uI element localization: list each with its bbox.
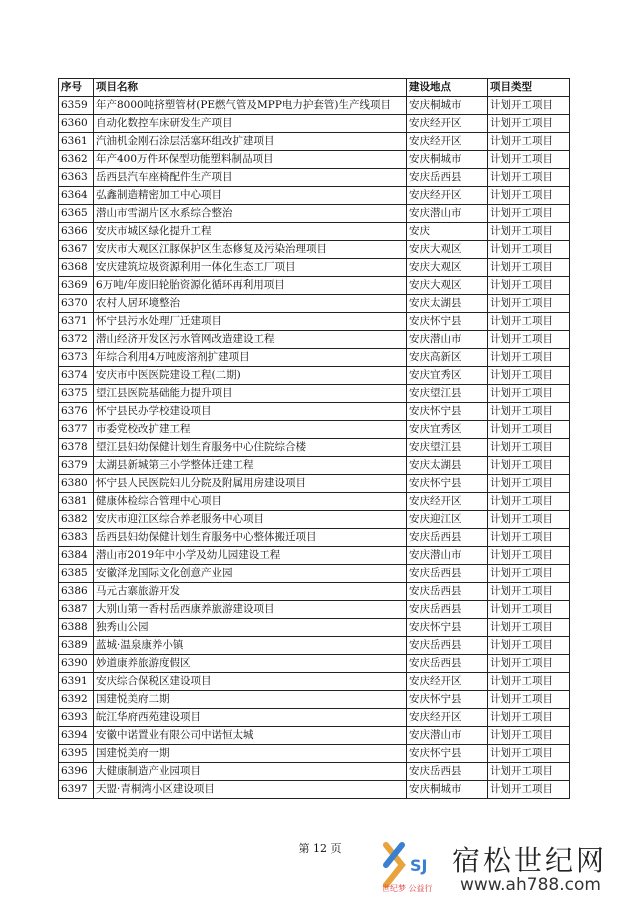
cell-index: 6387 bbox=[59, 601, 94, 619]
table-row bbox=[59, 205, 570, 223]
cell-index: 6370 bbox=[59, 295, 94, 313]
cell-location: 安庆潜山市 bbox=[407, 547, 488, 565]
cell-project-type: 计划开工项目 bbox=[488, 547, 570, 565]
cell-project-type: 计划开工项目 bbox=[488, 295, 570, 313]
cell-project-name: 年产400万件环保型功能塑料制品项目 bbox=[94, 151, 407, 169]
table-row bbox=[59, 151, 570, 169]
header-project-name: 项目名称 bbox=[94, 79, 407, 97]
cell-index: 6361 bbox=[59, 133, 94, 151]
cell-location: 安庆大观区 bbox=[407, 241, 488, 259]
table-row bbox=[59, 367, 570, 385]
cell-location: 安庆怀宁县 bbox=[407, 745, 488, 763]
cell-project-name: 太湖县新城第三小学整体迁建工程 bbox=[94, 457, 407, 475]
table-row bbox=[59, 439, 570, 457]
cell-project-type: 计划开工项目 bbox=[488, 133, 570, 151]
table-row bbox=[59, 637, 570, 655]
cell-project-name: 国建悦美府一期 bbox=[94, 745, 407, 763]
cell-location: 安庆高新区 bbox=[407, 349, 488, 367]
cell-location: 安庆望江县 bbox=[407, 385, 488, 403]
table-row bbox=[59, 493, 570, 511]
cell-project-type: 计划开工项目 bbox=[488, 385, 570, 403]
cell-project-type: 计划开工项目 bbox=[488, 187, 570, 205]
table-row bbox=[59, 133, 570, 151]
cell-index: 6378 bbox=[59, 439, 94, 457]
table-row bbox=[59, 115, 570, 133]
cell-location: 安庆岳西县 bbox=[407, 169, 488, 187]
table-row bbox=[59, 277, 570, 295]
cell-project-name: 大健康制造产业园项目 bbox=[94, 763, 407, 781]
cell-project-type: 计划开工项目 bbox=[488, 637, 570, 655]
cell-project-name: 皖江华府西苑建设项目 bbox=[94, 709, 407, 727]
cell-index: 6382 bbox=[59, 511, 94, 529]
logo-text: SJ bbox=[410, 856, 428, 875]
cell-project-type: 计划开工项目 bbox=[488, 763, 570, 781]
cell-project-type: 计划开工项目 bbox=[488, 421, 570, 439]
cell-index: 6379 bbox=[59, 457, 94, 475]
table-row bbox=[59, 97, 570, 115]
cell-location: 安庆怀宁县 bbox=[407, 691, 488, 709]
cell-project-name: 怀宁县人民医院妇儿分院及附属用房建设项目 bbox=[94, 475, 407, 493]
cell-location: 安庆宜秀区 bbox=[407, 421, 488, 439]
watermark-title: 宿松世纪网 bbox=[452, 844, 608, 877]
cell-project-name: 汽油机金刚石涂层活塞环组改扩建项目 bbox=[94, 133, 407, 151]
cell-project-type: 计划开工项目 bbox=[488, 493, 570, 511]
table-body bbox=[59, 97, 570, 799]
header-index: 序号 bbox=[59, 79, 94, 97]
table-row bbox=[59, 619, 570, 637]
cell-location: 安庆潜山市 bbox=[407, 205, 488, 223]
cell-project-type: 计划开工项目 bbox=[488, 349, 570, 367]
cell-location: 安庆桐城市 bbox=[407, 781, 488, 799]
cell-index: 6371 bbox=[59, 313, 94, 331]
table-row bbox=[59, 421, 570, 439]
cell-index: 6386 bbox=[59, 583, 94, 601]
cell-project-type: 计划开工项目 bbox=[488, 655, 570, 673]
cell-index: 6391 bbox=[59, 673, 94, 691]
cell-index: 6380 bbox=[59, 475, 94, 493]
cell-project-type: 计划开工项目 bbox=[488, 367, 570, 385]
cell-location: 安庆岳西县 bbox=[407, 583, 488, 601]
watermark-slogan: 世纪梦 公益行 bbox=[382, 884, 433, 893]
cell-location: 安庆太湖县 bbox=[407, 457, 488, 475]
cell-project-type: 计划开工项目 bbox=[488, 529, 570, 547]
cell-project-name: 安徽泽龙国际文化创意产业园 bbox=[94, 565, 407, 583]
cell-project-name: 年产8000吨挤塑管材(PE燃气管及MPP电力护套管)生产线项目 bbox=[94, 97, 407, 115]
cell-index: 6385 bbox=[59, 565, 94, 583]
cell-project-name: 望江县妇幼保健计划生育服务中心住院综合楼 bbox=[94, 439, 407, 457]
table-row bbox=[59, 169, 570, 187]
cell-project-name: 弘鑫制造精密加工中心项目 bbox=[94, 187, 407, 205]
cell-index: 6394 bbox=[59, 727, 94, 745]
project-table bbox=[58, 78, 570, 799]
table-row bbox=[59, 601, 570, 619]
cell-project-name: 蓝城·温泉康养小镇 bbox=[94, 637, 407, 655]
table-row bbox=[59, 727, 570, 745]
cell-index: 6366 bbox=[59, 223, 94, 241]
table-row bbox=[59, 781, 570, 799]
cell-index: 6360 bbox=[59, 115, 94, 133]
cell-index: 6397 bbox=[59, 781, 94, 799]
cell-project-type: 计划开工项目 bbox=[488, 511, 570, 529]
cell-index: 6372 bbox=[59, 331, 94, 349]
table-row bbox=[59, 655, 570, 673]
cell-project-name: 怀宁县污水处理厂迁建项目 bbox=[94, 313, 407, 331]
cell-location: 安庆岳西县 bbox=[407, 763, 488, 781]
cell-project-name: 独秀山公园 bbox=[94, 619, 407, 637]
cell-location: 安庆望江县 bbox=[407, 439, 488, 457]
cell-project-type: 计划开工项目 bbox=[488, 439, 570, 457]
cell-project-type: 计划开工项目 bbox=[488, 745, 570, 763]
cell-project-name: 安庆市城区绿化提升工程 bbox=[94, 223, 407, 241]
table-row bbox=[59, 241, 570, 259]
watermark bbox=[380, 837, 630, 897]
cell-project-type: 计划开工项目 bbox=[488, 619, 570, 637]
cell-location: 安庆潜山市 bbox=[407, 331, 488, 349]
cell-project-name: 自动化数控车床研发生产项目 bbox=[94, 115, 407, 133]
cell-project-type: 计划开工项目 bbox=[488, 709, 570, 727]
cell-project-name: 安庆综合保税区建设项目 bbox=[94, 673, 407, 691]
cell-location: 安庆岳西县 bbox=[407, 637, 488, 655]
table-row bbox=[59, 457, 570, 475]
cell-location: 安庆岳西县 bbox=[407, 565, 488, 583]
cell-project-name: 农村人居环境整治 bbox=[94, 295, 407, 313]
cell-project-name: 妙道康养旅游度假区 bbox=[94, 655, 407, 673]
project-table-container bbox=[58, 78, 569, 799]
cell-location: 安庆经开区 bbox=[407, 115, 488, 133]
cell-location: 安庆岳西县 bbox=[407, 529, 488, 547]
cell-project-type: 计划开工项目 bbox=[488, 331, 570, 349]
cell-location: 安庆大观区 bbox=[407, 259, 488, 277]
cell-project-type: 计划开工项目 bbox=[488, 403, 570, 421]
cell-location: 安庆经开区 bbox=[407, 133, 488, 151]
table-row bbox=[59, 565, 570, 583]
cell-location: 安庆潜山市 bbox=[407, 727, 488, 745]
cell-index: 6388 bbox=[59, 619, 94, 637]
cell-index: 6395 bbox=[59, 745, 94, 763]
cell-project-type: 计划开工项目 bbox=[488, 475, 570, 493]
cell-index: 6381 bbox=[59, 493, 94, 511]
cell-project-name: 安庆市中医医院建设工程(二期) bbox=[94, 367, 407, 385]
cell-project-name: 天盟·青桐湾小区建设项目 bbox=[94, 781, 407, 799]
table-row bbox=[59, 673, 570, 691]
cell-project-type: 计划开工项目 bbox=[488, 457, 570, 475]
cell-project-name: 潜山市雪湖片区水系综合整治 bbox=[94, 205, 407, 223]
cell-project-type: 计划开工项目 bbox=[488, 259, 570, 277]
cell-location: 安庆桐城市 bbox=[407, 151, 488, 169]
cell-project-type: 计划开工项目 bbox=[488, 313, 570, 331]
cell-location: 安庆经开区 bbox=[407, 673, 488, 691]
cell-project-type: 计划开工项目 bbox=[488, 97, 570, 115]
watermark-url: www.ah788.com bbox=[460, 875, 601, 895]
cell-index: 6392 bbox=[59, 691, 94, 709]
cell-index: 6369 bbox=[59, 277, 94, 295]
cell-project-name: 安徽中诺置业有限公司中诺恒太城 bbox=[94, 727, 407, 745]
cell-project-type: 计划开工项目 bbox=[488, 151, 570, 169]
cell-project-type: 计划开工项目 bbox=[488, 601, 570, 619]
table-row bbox=[59, 691, 570, 709]
cell-project-type: 计划开工项目 bbox=[488, 241, 570, 259]
cell-location: 安庆大观区 bbox=[407, 277, 488, 295]
cell-project-name: 市委党校改扩建工程 bbox=[94, 421, 407, 439]
cell-index: 6390 bbox=[59, 655, 94, 673]
cell-index: 6393 bbox=[59, 709, 94, 727]
page-number: 第 12 页 bbox=[298, 842, 342, 855]
cell-index: 6363 bbox=[59, 169, 94, 187]
table-row bbox=[59, 475, 570, 493]
cell-project-type: 计划开工项目 bbox=[488, 565, 570, 583]
cell-index: 6359 bbox=[59, 97, 94, 115]
cell-location: 安庆岳西县 bbox=[407, 655, 488, 673]
cell-location: 安庆迎江区 bbox=[407, 511, 488, 529]
cell-index: 6396 bbox=[59, 763, 94, 781]
cell-index: 6377 bbox=[59, 421, 94, 439]
table-row bbox=[59, 511, 570, 529]
table-row bbox=[59, 295, 570, 313]
cell-location: 安庆怀宁县 bbox=[407, 619, 488, 637]
cell-project-name: 怀宁县民办学校建设项目 bbox=[94, 403, 407, 421]
header-project-type: 项目类型 bbox=[488, 79, 570, 97]
cell-index: 6367 bbox=[59, 241, 94, 259]
cell-project-name: 岳西县妇幼保健计划生育服务中心整体搬迁项目 bbox=[94, 529, 407, 547]
cell-location: 安庆经开区 bbox=[407, 709, 488, 727]
cell-project-type: 计划开工项目 bbox=[488, 727, 570, 745]
table-row bbox=[59, 349, 570, 367]
cell-index: 6368 bbox=[59, 259, 94, 277]
header-location: 建设地点 bbox=[407, 79, 488, 97]
cell-index: 6376 bbox=[59, 403, 94, 421]
cell-project-type: 计划开工项目 bbox=[488, 583, 570, 601]
cell-index: 6364 bbox=[59, 187, 94, 205]
cell-index: 6383 bbox=[59, 529, 94, 547]
table-row bbox=[59, 709, 570, 727]
cell-project-name: 岳西县汽车座椅配件生产项目 bbox=[94, 169, 407, 187]
cell-project-type: 计划开工项目 bbox=[488, 169, 570, 187]
table-row bbox=[59, 223, 570, 241]
table-row bbox=[59, 403, 570, 421]
cell-project-name: 大别山第一香村岳西康养旅游建设项目 bbox=[94, 601, 407, 619]
cell-index: 6374 bbox=[59, 367, 94, 385]
cell-project-type: 计划开工项目 bbox=[488, 205, 570, 223]
cell-location: 安庆经开区 bbox=[407, 493, 488, 511]
cell-location: 安庆宜秀区 bbox=[407, 367, 488, 385]
cell-project-name: 潜山市2019年中小学及幼儿园建设工程 bbox=[94, 547, 407, 565]
cell-project-name: 国建悦美府二期 bbox=[94, 691, 407, 709]
cell-index: 6365 bbox=[59, 205, 94, 223]
cell-index: 6362 bbox=[59, 151, 94, 169]
cell-index: 6384 bbox=[59, 547, 94, 565]
cell-project-name: 马元古寨旅游开发 bbox=[94, 583, 407, 601]
cell-project-type: 计划开工项目 bbox=[488, 673, 570, 691]
cell-location: 安庆怀宁县 bbox=[407, 475, 488, 493]
cell-project-type: 计划开工项目 bbox=[488, 691, 570, 709]
cell-location: 安庆太湖县 bbox=[407, 295, 488, 313]
cell-index: 6389 bbox=[59, 637, 94, 655]
cell-project-type: 计划开工项目 bbox=[488, 223, 570, 241]
table-row bbox=[59, 385, 570, 403]
table-row bbox=[59, 259, 570, 277]
table-row bbox=[59, 313, 570, 331]
cell-location: 安庆经开区 bbox=[407, 187, 488, 205]
cell-index: 6375 bbox=[59, 385, 94, 403]
cell-project-type: 计划开工项目 bbox=[488, 781, 570, 799]
cell-project-name: 6万吨/年废旧轮胎资源化循环再利用项目 bbox=[94, 277, 407, 295]
cell-project-name: 安庆建筑垃圾资源利用一体化生态工厂项目 bbox=[94, 259, 407, 277]
cell-location: 安庆桐城市 bbox=[407, 97, 488, 115]
cell-location: 安庆怀宁县 bbox=[407, 313, 488, 331]
cell-project-name: 潜山经济开发区污水管网改造建设工程 bbox=[94, 331, 407, 349]
cell-project-name: 望江县医院基础能力提升项目 bbox=[94, 385, 407, 403]
cell-project-type: 计划开工项目 bbox=[488, 277, 570, 295]
cell-index: 6373 bbox=[59, 349, 94, 367]
table-row bbox=[59, 763, 570, 781]
cell-project-name: 年综合利用4万吨废溶剂扩建项目 bbox=[94, 349, 407, 367]
table-row bbox=[59, 331, 570, 349]
cell-project-name: 安庆市迎江区综合养老服务中心项目 bbox=[94, 511, 407, 529]
cell-project-name: 安庆市大观区江豚保护区生态修复及污染治理项目 bbox=[94, 241, 407, 259]
table-row bbox=[59, 583, 570, 601]
cell-location: 安庆岳西县 bbox=[407, 601, 488, 619]
table-row bbox=[59, 529, 570, 547]
table-row bbox=[59, 745, 570, 763]
table-row bbox=[59, 187, 570, 205]
cell-location: 安庆 bbox=[407, 223, 488, 241]
cell-project-type: 计划开工项目 bbox=[488, 115, 570, 133]
cell-location: 安庆怀宁县 bbox=[407, 403, 488, 421]
table-row bbox=[59, 547, 570, 565]
cell-project-name: 健康体检综合管理中心项目 bbox=[94, 493, 407, 511]
table-header-row bbox=[59, 79, 570, 97]
